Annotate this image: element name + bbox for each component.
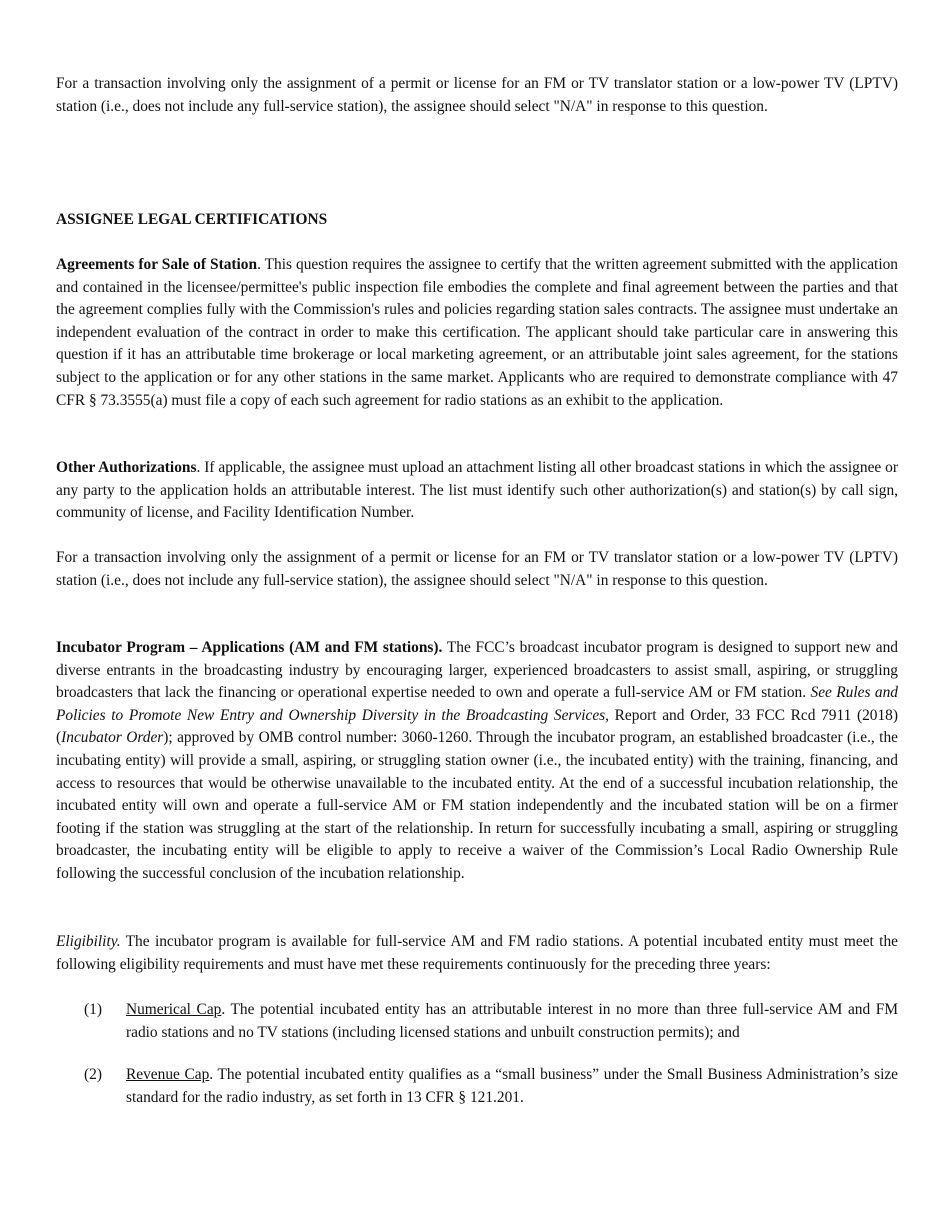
list-item-body [126, 999, 898, 1044]
list-item-number: (1) [84, 1001, 102, 1018]
incubator-order-name: Incubator Order [61, 729, 164, 747]
eligibility-text: The incubator program is available for full-service AM and FM radio stations. A potential incubated entity must meet the following eligibility requirements and must have met these requirements continuously for the preceding three years: [56, 933, 898, 973]
list-item [84, 999, 898, 1044]
list-item-text: . The potential incubated entity qualifies as a “small business” under the Small Business Administration’s size standard for the radio industry, as set forth in 13 CFR § 121.201. [126, 1066, 899, 1106]
incubator-title: Incubator Program – Applications (AM and FM stations). [56, 639, 443, 656]
incubator-text-2: , Report and Order, 33 FCC Rcd 7911 (2018) ( [56, 706, 898, 747]
list-item-label: Revenue Cap [126, 1066, 210, 1083]
incubator-text-3: ); approved by OMB control number: 3060-1260. Through the incubator program, an established broadcaster (i.e., the incubating entity) will provide a small, aspiring, or struggling station owner (i.e., the incubated entity) with the training, financing, and access to resources that would be otherwise unavailable to the incubated entity. At the end of a successful incubation relationship, the incubated entity will own and operate a full-service AM or FM station independently and the incubated station will be on a firmer footing if the station was struggling at the start of the relationship. In return for successfully incubating a small, aspiring or struggling broadcaster, the incubating entity will be eligible to apply to receive a waiver of the Commission’s Local Radio Ownership Rule following the successful conclusion of the incubation relationship. [56, 729, 898, 882]
agreements-paragraph [56, 254, 898, 412]
incubator-citation: See Rules and Policies to Promote New Entry and Ownership Diversity in the Broadcasting Services [56, 684, 898, 724]
other-authorizations-text: . If applicable, the assignee must upload an attachment listing all other broadcast stations in which the assignee or any party to the application holds an attributable interest. The list must identify such other authorization(s) and station(s) by call sign, community of license, and Facility Identification Number. [56, 459, 898, 522]
incubator-text-1: The FCC’s broadcast incubator program is designed to support new and diverse entrants in the broadcasting industry by encouraging larger, experienced broadcasters to assist small, aspiring, or struggling broadcasters that lack the financing or operational expertise needed to own and operate a full-service AM or FM station. [56, 639, 898, 702]
other-authorizations-paragraph [56, 457, 898, 525]
list-item-label: Numerical Cap [126, 1001, 222, 1018]
eligibility-label: Eligibility. [56, 933, 121, 950]
intro-note: For a transaction involving only the assignment of a permit or license for an FM or TV translator station or a low-power TV (LPTV) station (i.e., does not include any full-service station), the assignee should select "N/A" in response to this question. [56, 75, 898, 115]
agreements-title: Agreements for Sale of Station [56, 256, 258, 273]
section-heading: ASSIGNEE LEGAL CERTIFICATIONS [56, 211, 328, 228]
agreements-text: . This question requires the assignee to certify that the written agreement submitted with the application and contained in the licensee/permittee's public inspection file embodies the complete and final agreement between the parties and that the agreement complies fully with the Commission's rules and policies regarding station sales contracts. The assignee must undertake an independent evaluation of the contract in order to make this certification. The applicant should take particular care in answering this question if it has an attributable time brokerage or local marketing agreement, or an attributable joint sales agreement, for the stations subject to the application or for any other stations in the same market. Applicants who are required to demonstrate compliance with 47 CFR § 73.3555(a) must file a copy of each such agreement for radio stations as an exhibit to the application. [56, 256, 898, 409]
eligibility-paragraph [56, 931, 898, 976]
list-item-number: (2) [84, 1066, 102, 1083]
list-item [84, 1064, 898, 1109]
list-item-body [126, 1064, 898, 1109]
translator-note: For a transaction involving only the assignment of a permit or license for an FM or TV translator station or a low-power TV (LPTV) station (i.e., does not include any full-service station), the assignee should select "N/A" in response to this question. [56, 549, 898, 589]
list-item-text: . The potential incubated entity has an attributable interest in no more than three full-service AM and FM radio stations and no TV stations (including licensed stations and unbuilt construction permits); and [126, 1001, 899, 1041]
incubator-paragraph [56, 637, 898, 886]
other-authorizations-title: Other Authorizations [56, 459, 197, 476]
